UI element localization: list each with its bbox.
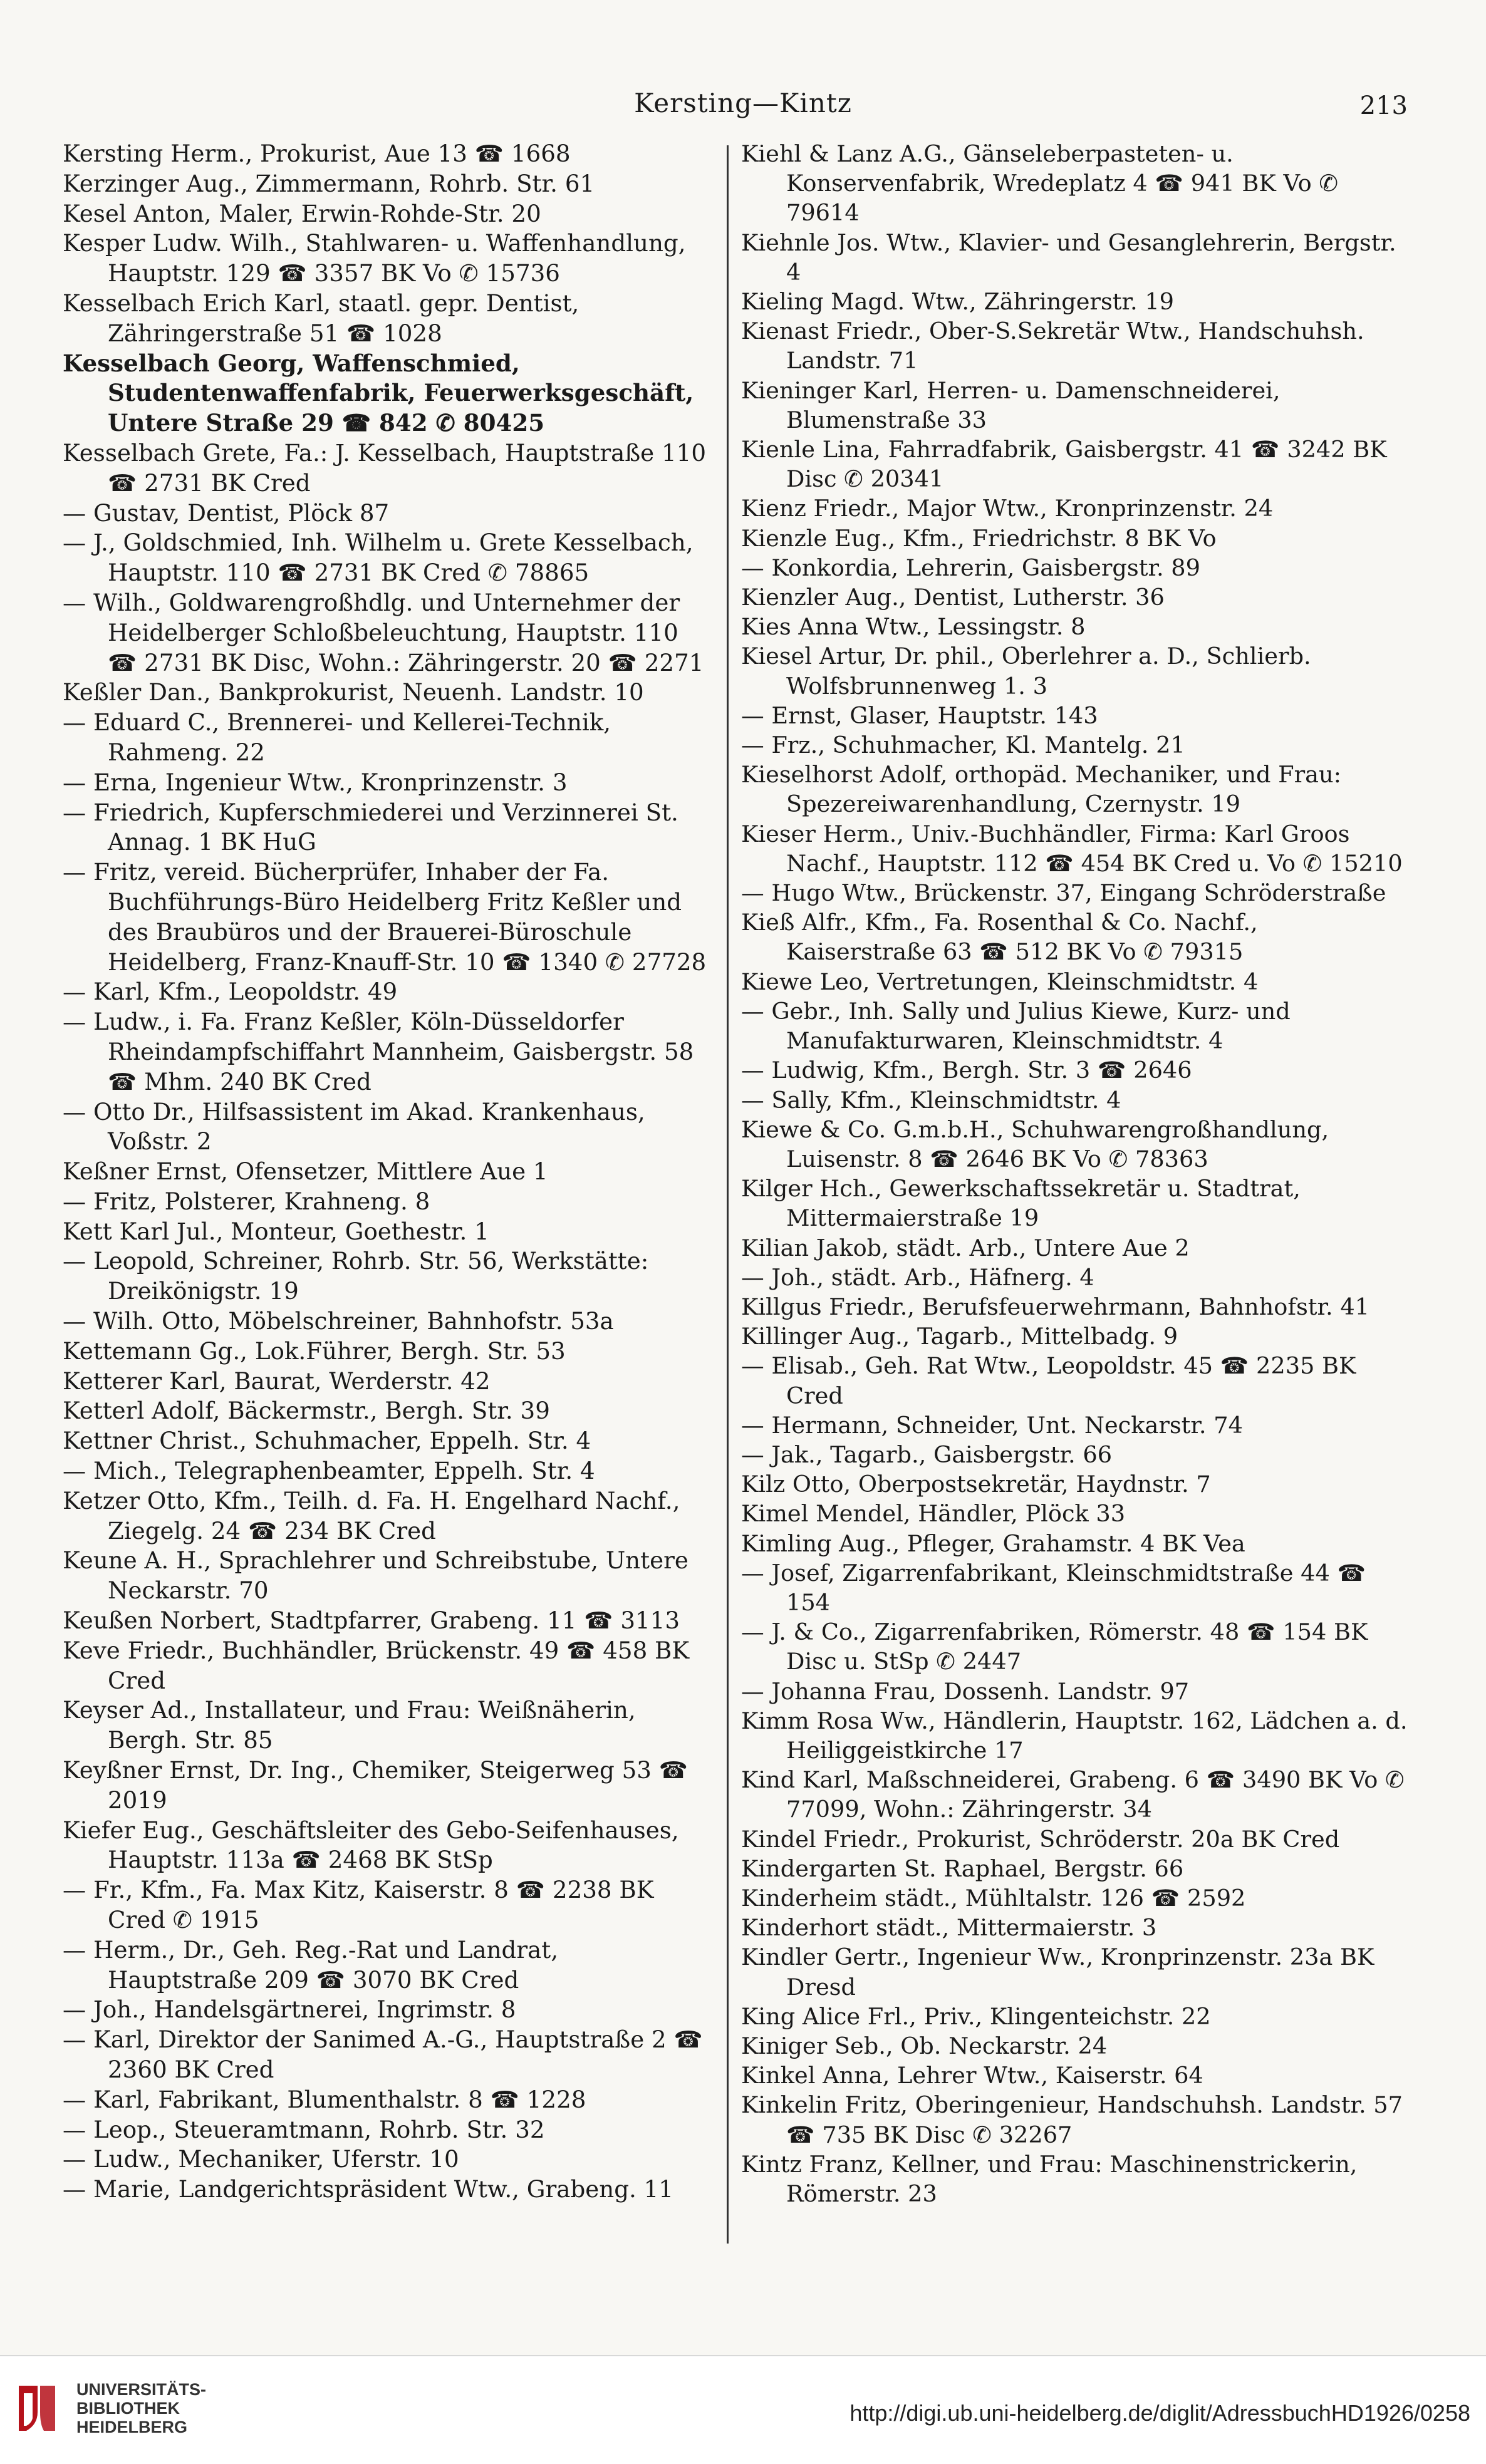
library-logo[interactable] (13, 2380, 206, 2436)
logo-line: UNIVERSITÄTS- (76, 2380, 207, 2399)
directory-entry: Kimm Rosa Ww., Händlerin, Hauptstr. 162, Lädchen a. d. Heiliggeistkirche 17 (741, 1707, 1408, 1764)
directory-entry: Kieser Herm., Univ.-Buchhändler, Firma: Karl Groos Nachf., Hauptstr. 112 ☎ 454 BK Cred u. Vo ✆ 15210 (741, 820, 1403, 877)
logo-line: BIBLIOTHEK (76, 2399, 180, 2418)
directory-entry: Kimling Aug., Pfleger, Grahamstr. 4 BK Vea (741, 1530, 1245, 1557)
directory-entry: Kilger Hch., Gewerkschaftssekretär u. Stadtrat, Mittermaierstraße 19 (741, 1175, 1301, 1232)
directory-entry: Ketzer Otto, Kfm., Teilh. d. Fa. H. Engelhard Nachf., Ziegelg. 24 ☎ 234 BK Cred (63, 1486, 680, 1545)
directory-entry: — Otto Dr., Hilfsassistent im Akad. Krankenhaus, Voßstr. 2 (63, 1097, 645, 1156)
directory-entry: Keve Friedr., Buchhändler, Brückenstr. 49 ☎ 458 BK Cred (63, 1636, 690, 1694)
directory-entry: Kiewe Leo, Vertretungen, Kleinschmidtstr. 4 (741, 968, 1259, 995)
directory-entry: Kindler Gertr., Ingenieur Ww., Kronprinzenstr. 23a BK Dresd (741, 1944, 1374, 2001)
directory-entry: Keune A. H., Sprachlehrer und Schreibstube, Untere Neckarstr. 70 (63, 1546, 688, 1605)
directory-entry: — Fr., Kfm., Fa. Max Kitz, Kaiserstr. 8 ☎ 2238 BK Cred ✆ 1915 (63, 1876, 654, 1934)
running-head: Kersting—Kintz (634, 88, 852, 118)
directory-entry: Kimel Mendel, Händler, Plöck 33 (741, 1500, 1126, 1528)
directory-entry: Kindergarten St. Raphael, Bergstr. 66 (741, 1855, 1184, 1882)
directory-entry: Kesselbach Georg, Waffenschmied, Studentenwaffenfabrik, Feuerwerksgeschäft, Untere Straße 29 ☎ 842 ✆ 80425 (63, 349, 694, 437)
directory-entry: — Wilh., Goldwarengroßhdlg. und Unternehmer der Heidelberger Schloßbeleuchtung, Hauptstr. 110 ☎ 2731 BK Disc, Wohn.: Zähringerstr. 20 ☎ 2271 (63, 588, 704, 676)
right-column (741, 139, 1411, 2208)
directory-entry: — Frz., Schuhmacher, Kl. Mantelg. 21 (741, 732, 1185, 759)
directory-entry: Killgus Friedr., Berufsfeuerwehrmann, Bahnhofstr. 41 (741, 1293, 1370, 1320)
directory-entry: Keußen Norbert, Stadtpfarrer, Grabeng. 11 ☎ 3113 (63, 1607, 680, 1635)
directory-entry: — Erna, Ingenieur Wtw., Kronprinzenstr. 3 (63, 768, 568, 796)
directory-entry: Kienle Lina, Fahrradfabrik, Gaisbergstr. 41 ☎ 3242 BK Disc ✆ 20341 (741, 436, 1387, 493)
directory-entry: Kienast Friedr., Ober-S.Sekretär Wtw., Handschuhsh. Landstr. 71 (741, 318, 1364, 375)
directory-entry: — Marie, Landgerichtspräsident Wtw., Grabeng. 11 (63, 2175, 673, 2203)
directory-entry: — Fritz, vereid. Bücherprüfer, Inhaber der Fa. Buchführungs-Büro Heidelberg Fritz Keßler und des Braubüros und der Brauerei-Büroschule Heidelberg, Franz-Knauff-Str. 10 ☎ 1340 ✆ 27728 (63, 858, 707, 976)
directory-entry: Kinkel Anna, Lehrer Wtw., Kaiserstr. 64 (741, 2062, 1203, 2089)
directory-entry: — J., Goldschmied, Inh. Wilhelm u. Grete Kesselbach, Hauptstr. 110 ☎ 2731 BK Cred ✆ 78865 (63, 529, 694, 587)
directory-entry: Kiehl & Lanz A.G., Gänseleberpasteten- u. Konservenfabrik, Wredeplatz 4 ☎ 941 BK Vo ✆ 79614 (741, 140, 1339, 227)
directory-entry: Kind Karl, Maßschneiderei, Grabeng. 6 ☎ 3490 BK Vo ✆ 77099, Wohn.: Zähringerstr. 34 (741, 1766, 1405, 1823)
directory-entry: Kiewe & Co. G.m.b.H., Schuhwarengroßhandlung, Luisenstr. 8 ☎ 2646 BK Vo ✆ 78363 (741, 1116, 1329, 1172)
page-number: 213 (1359, 91, 1408, 120)
directory-entry: Kesper Ludw. Wilh., Stahlwaren- u. Waffenhandlung, Hauptstr. 129 ☎ 3357 BK Vo ✆ 15736 (63, 229, 686, 287)
directory-entry: Ketterer Karl, Baurat, Werderstr. 42 (63, 1367, 491, 1395)
directory-entry: Keyser Ad., Installateur, und Frau: Weißnäherin, Bergh. Str. 85 (63, 1696, 636, 1754)
directory-entry: — Josef, Zigarrenfabrikant, Kleinschmidtstraße 44 ☎ 154 (741, 1559, 1366, 1616)
directory-entry: Kilian Jakob, städt. Arb., Untere Aue 2 (741, 1234, 1190, 1261)
directory-entry: Keyßner Ernst, Dr. Ing., Chemiker, Steigerweg 53 ☎ 2019 (63, 1756, 688, 1814)
directory-entry: Kesselbach Erich Karl, staatl. gepr. Dentist, Zähringerstraße 51 ☎ 1028 (63, 289, 579, 347)
directory-entry: — Gustav, Dentist, Plöck 87 (63, 499, 390, 527)
directory-entry: — Ludw., i. Fa. Franz Keßler, Köln-Düsseldorfer Rheindampfschiffahrt Mannheim, Gaisbergstr. 58 ☎ Mhm. 240 BK Cred (63, 1008, 694, 1095)
left-column (63, 139, 708, 2205)
directory-entry: Kiefer Eug., Geschäftsleiter des Gebo-Seifenhauses, Hauptstr. 113a ☎ 2468 BK StSp (63, 1816, 679, 1874)
directory-entry: Kienzler Aug., Dentist, Lutherstr. 36 (741, 584, 1165, 611)
directory-entry: Kilz Otto, Oberpostsekretär, Haydnstr. 7 (741, 1471, 1211, 1498)
directory-entry: — Eduard C., Brennerei- und Kellerei-Technik, Rahmeng. 22 (63, 708, 611, 766)
directory-entry: — Leop., Steueramtmann, Rohrb. Str. 32 (63, 2115, 545, 2143)
directory-entry: Kinderhort städt., Mittermaierstr. 3 (741, 1914, 1157, 1942)
directory-entry: — Hugo Wtw., Brückenstr. 37, Eingang Schröderstraße (741, 879, 1386, 907)
directory-entry: Kett Karl Jul., Monteur, Goethestr. 1 (63, 1217, 489, 1245)
directory-entry: — Friedrich, Kupferschmiederei und Verzinnerei St. Annag. 1 BK HuG (63, 798, 678, 856)
directory-entry: — Sally, Kfm., Kleinschmidtstr. 4 (741, 1086, 1121, 1114)
library-emblem-icon (13, 2381, 61, 2436)
directory-entry: Keßler Dan., Bankprokurist, Neuenh. Landstr. 10 (63, 678, 644, 707)
directory-entry: — Gebr., Inh. Sally und Julius Kiewe, Kurz- und Manufakturwaren, Kleinschmidtstr. 4 (741, 997, 1291, 1055)
directory-entry: Kettner Christ., Schuhmacher, Eppelh. Str. 4 (63, 1427, 591, 1455)
directory-entry: Keßner Ernst, Ofensetzer, Mittlere Aue 1 (63, 1157, 548, 1186)
directory-entry: Kieling Magd. Wtw., Zähringerstr. 19 (741, 288, 1175, 316)
directory-entry: King Alice Frl., Priv., Klingenteichstr. 22 (741, 2002, 1211, 2030)
directory-entry: Kiehnle Jos. Wtw., Klavier- und Gesanglehrerin, Bergstr. 4 (741, 229, 1396, 286)
directory-entry: Kersting Herm., Prokurist, Aue 13 ☎ 1668 (63, 140, 571, 167)
directory-entry: — Fritz, Polsterer, Krahneng. 8 (63, 1187, 430, 1215)
directory-entry: — J. & Co., Zigarrenfabriken, Römerstr. 48 ☎ 154 BK Disc u. StSp ✆ 2447 (741, 1618, 1368, 1675)
directory-entry: — Jak., Tagarb., Gaisbergstr. 66 (741, 1441, 1113, 1468)
directory-entry: — Karl, Direktor der Sanimed A.-G., Hauptstraße 2 ☎ 2360 BK Cred (63, 2026, 703, 2083)
column-divider (727, 145, 729, 2244)
directory-entry: — Konkordia, Lehrerin, Gaisbergstr. 89 (741, 554, 1200, 581)
directory-entry: — Leopold, Schreiner, Rohrb. Str. 56, Werkstätte: Dreikönigstr. 19 (63, 1247, 649, 1305)
directory-entry: — Karl, Kfm., Leopoldstr. 49 (63, 978, 398, 1006)
directory-entry: Kesel Anton, Maler, Erwin-Rohde-Str. 20 (63, 199, 541, 227)
directory-entry: Kesselbach Grete, Fa.: J. Kesselbach, Hauptstraße 110 ☎ 2731 BK Cred (63, 438, 706, 497)
directory-entry: Kerzinger Aug., Zimmermann, Rohrb. Str. 61 (63, 169, 595, 197)
directory-entry: — Mich., Telegraphenbeamter, Eppelh. Str. 4 (63, 1457, 595, 1485)
directory-entry: Killinger Aug., Tagarb., Mittelbadg. 9 (741, 1323, 1178, 1350)
logo-line: HEIDELBERG (76, 2418, 188, 2436)
directory-entry: Kiniger Seb., Ob. Neckarstr. 24 (741, 2032, 1108, 2059)
directory-entry: — Ludwig, Kfm., Bergh. Str. 3 ☎ 2646 (741, 1057, 1192, 1084)
directory-entry: Kinderheim städt., Mühltalstr. 126 ☎ 2592 (741, 1884, 1246, 1912)
directory-entry: Kieselhorst Adolf, orthopäd. Mechaniker, und Frau: Spezereiwarenhandlung, Czernystr. 19 (741, 761, 1341, 818)
source-url[interactable]: http://digi.ub.uni-heidelberg.de/diglit/AdressbuchHD1926/0258 (850, 2400, 1470, 2426)
directory-entry: Kienzle Eug., Kfm., Friedrichstr. 8 BK Vo (741, 524, 1217, 552)
directory-entry: — Joh., städt. Arb., Häfnerg. 4 (741, 1263, 1094, 1291)
directory-entry: Kettemann Gg., Lok.Führer, Bergh. Str. 53 (63, 1337, 566, 1365)
directory-entry: Kieninger Karl, Herren- u. Damenschneiderei, Blumenstraße 33 (741, 376, 1281, 433)
directory-entry: — Johanna Frau, Dossenh. Landstr. 97 (741, 1677, 1190, 1705)
directory-entry: Kinkelin Fritz, Oberingenieur, Handschuhsh. Landstr. 57 ☎ 735 BK Disc ✆ 32267 (741, 2091, 1403, 2148)
directory-entry: — Karl, Fabrikant, Blumenthalstr. 8 ☎ 1228 (63, 2085, 586, 2113)
directory-entry: Kieß Alfr., Kfm., Fa. Rosenthal & Co. Nachf., Kaiserstraße 63 ☎ 512 BK Vo ✆ 79315 (741, 909, 1258, 966)
directory-entry: Kies Anna Wtw., Lessingstr. 8 (741, 613, 1086, 641)
directory-entry: — Ludw., Mechaniker, Uferstr. 10 (63, 2145, 459, 2173)
directory-entry: — Ernst, Glaser, Hauptstr. 143 (741, 701, 1098, 729)
library-logo-text (76, 2380, 206, 2436)
directory-entry: — Hermann, Schneider, Unt. Neckarstr. 74 (741, 1411, 1243, 1439)
directory-entry: Ketterl Adolf, Bäckermstr., Bergh. Str. 39 (63, 1397, 550, 1425)
directory-entry: — Joh., Handelsgärtnerei, Ingrimstr. 8 (63, 1996, 516, 2024)
directory-entry: Kindel Friedr., Prokurist, Schröderstr. 20a BK Cred (741, 1825, 1340, 1853)
directory-entry: — Elisab., Geh. Rat Wtw., Leopoldstr. 45 ☎ 2235 BK Cred (741, 1352, 1356, 1409)
directory-entry: — Herm., Dr., Geh. Reg.-Rat und Landrat, Hauptstraße 209 ☎ 3070 BK Cred (63, 1935, 559, 1994)
directory-entry: Kienz Friedr., Major Wtw., Kronprinzenstr. 24 (741, 495, 1274, 522)
directory-entry: Kintz Franz, Kellner, und Frau: Maschinenstrickerin, Römerstr. 23 (741, 2150, 1358, 2208)
directory-entry: Kiesel Artur, Dr. phil., Oberlehrer a. D., Schlierb. Wolfsbrunnenweg 1. 3 (741, 643, 1311, 700)
directory-entry: — Wilh. Otto, Möbelschreiner, Bahnhofstr. 53a (63, 1307, 614, 1335)
